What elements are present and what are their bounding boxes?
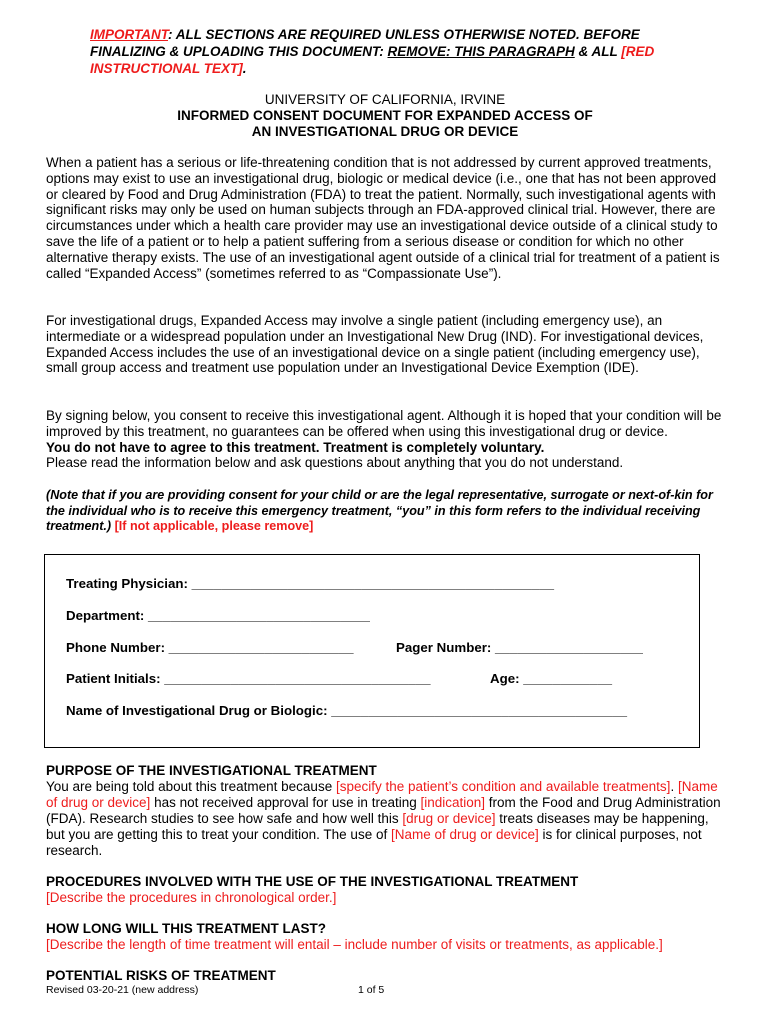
drug-name-placeholder: [Name of drug or device] — [390, 827, 539, 842]
important-end: . — [242, 61, 247, 76]
procedures-heading: PROCEDURES INVOLVED WITH THE USE OF THE INVESTIGATIONAL TREATMENT — [46, 874, 579, 889]
important-notice — [90, 26, 690, 77]
voluntary-statement: You do not have to agree to this treatment. Treatment is completely voluntary. — [46, 439, 545, 455]
document-title-line2: AN INVESTIGATIONAL DRUG OR DEVICE — [251, 124, 519, 139]
revision-footer: Revised 03-20-21 (new address) — [46, 984, 199, 996]
duration-heading: HOW LONG WILL THIS TREATMENT LAST? — [46, 921, 326, 936]
intro-paragraph-2: For investigational drugs, Expanded Access may involve a single patient (including emergency use), an intermediate or a widespread population under an Investigational New Drug (IND). For investigational devices, Expanded Access includes the use of an investigational device on a single patient (including emergency use), small group access and treatment use population under an Investigational Device Exemption (IDE). — [46, 313, 704, 376]
purpose-text: is for clinical purposes, not research. — [46, 827, 702, 858]
purpose-text: has not received approval for use in treating — [150, 795, 421, 810]
important-label: IMPORTANT — [90, 27, 168, 42]
page-number: 1 of 5 — [358, 984, 385, 996]
intro-paragraph-3 — [46, 408, 726, 471]
intro-paragraph-1: When a patient has a serious or life-threatening condition that is not addressed by current approved treatments, options may exist to use an investigational drug, biologic or medical device (i.e., one that has not been approved or cleared by Food and Drug Administration (FDA) to treat the patient. Normally, such investigational agents with significant risks may only be used on human subjects through an FDA-approved clinical trial. However, there are circumstances under which a health care provider may use an investigational device outside of a clinical study to save the life of a patient or to help a patient suffering from a serious disease or condition for which no other alternative therapy exists. The use of an investigational agent outside of a clinical trial for treatment of a patient is called “Expanded Access” (sometimes referred to as “Compassionate Use”). — [46, 155, 720, 281]
purpose-text: treats diseases may be happening, but you are getting this to treat your condition. The use of — [46, 811, 709, 842]
purpose-text: from the Food and Drug Administration (FDA). Research studies to see how safe and how well this — [46, 795, 721, 826]
duration-section — [46, 921, 726, 953]
duration-placeholder: [Describe the length of time treatment will entail – include number of visits or treatments, as applicable.] — [46, 937, 663, 952]
phone-number-field[interactable]: Phone Number: _________________________ — [66, 640, 354, 655]
condition-placeholder: [specify the patient’s condition and available treatments] — [335, 779, 671, 794]
questions-statement: Please read the information below and ask questions about anything that you do not understand. — [46, 455, 624, 471]
patient-initials-field[interactable]: Patient Initials: ____________________________________ — [66, 671, 431, 686]
procedures-section — [46, 874, 726, 906]
document-title-line1: INFORMED CONSENT DOCUMENT FOR EXPANDED ACCESS OF — [177, 108, 593, 123]
pager-number-field[interactable]: Pager Number: ____________________ — [396, 640, 643, 655]
representative-note — [46, 488, 726, 535]
university-name: UNIVERSITY OF CALIFORNIA, IRVINE — [264, 92, 506, 107]
procedures-placeholder: [Describe the procedures in chronological order.] — [46, 890, 337, 905]
department-field[interactable]: Department: ______________________________ — [66, 608, 370, 623]
drug-name-placeholder: [Name of drug or device] — [46, 779, 718, 810]
drug-or-device-placeholder: [drug or device] — [402, 811, 496, 826]
red-instruction-label: [RED INSTRUCTIONAL TEXT] — [90, 44, 655, 76]
purpose-text: . — [670, 779, 678, 794]
purpose-heading: PURPOSE OF THE INVESTIGATIONAL TREATMENT — [46, 763, 377, 778]
purpose-body — [46, 779, 726, 859]
risks-heading: POTENTIAL RISKS OF TREATMENT — [46, 968, 276, 983]
indication-placeholder: [indication] — [420, 795, 486, 810]
patient-info-box — [44, 554, 700, 748]
important-text: : ALL SECTIONS ARE REQUIRED UNLESS OTHERWISE NOTED. BEFORE FINALIZING & UPLOADING THIS DOCUMENT: — [90, 27, 640, 59]
remove-instruction: REMOVE: THIS PARAGRAPH — [387, 44, 575, 59]
note-red-instruction: [If not applicable, please remove] — [111, 519, 314, 533]
consent-statement: By signing below, you consent to receive this investigational agent. Although it is hoped that your condition will be improved by this treatment, no guarantees can be offered when using this investigational drug or device. — [46, 408, 722, 439]
risks-section — [46, 968, 726, 984]
age-field[interactable]: Age: ____________ — [490, 671, 612, 686]
purpose-text: You are being told about this treatment because — [46, 779, 336, 794]
purpose-section — [46, 763, 726, 859]
note-text: (Note that if you are providing consent for your child or are the legal representative, surrogate or next-of-kin for the individual who is to receive this emergency treatment, “you” in this form refers to the individual receiving treatment.) — [46, 488, 713, 533]
treating-physician-field[interactable]: Treating Physician: _________________________________________________ — [66, 576, 554, 591]
important-text-2: & ALL — [574, 44, 622, 59]
drug-name-field[interactable]: Name of Investigational Drug or Biologic: ________________________________________ — [66, 703, 628, 718]
